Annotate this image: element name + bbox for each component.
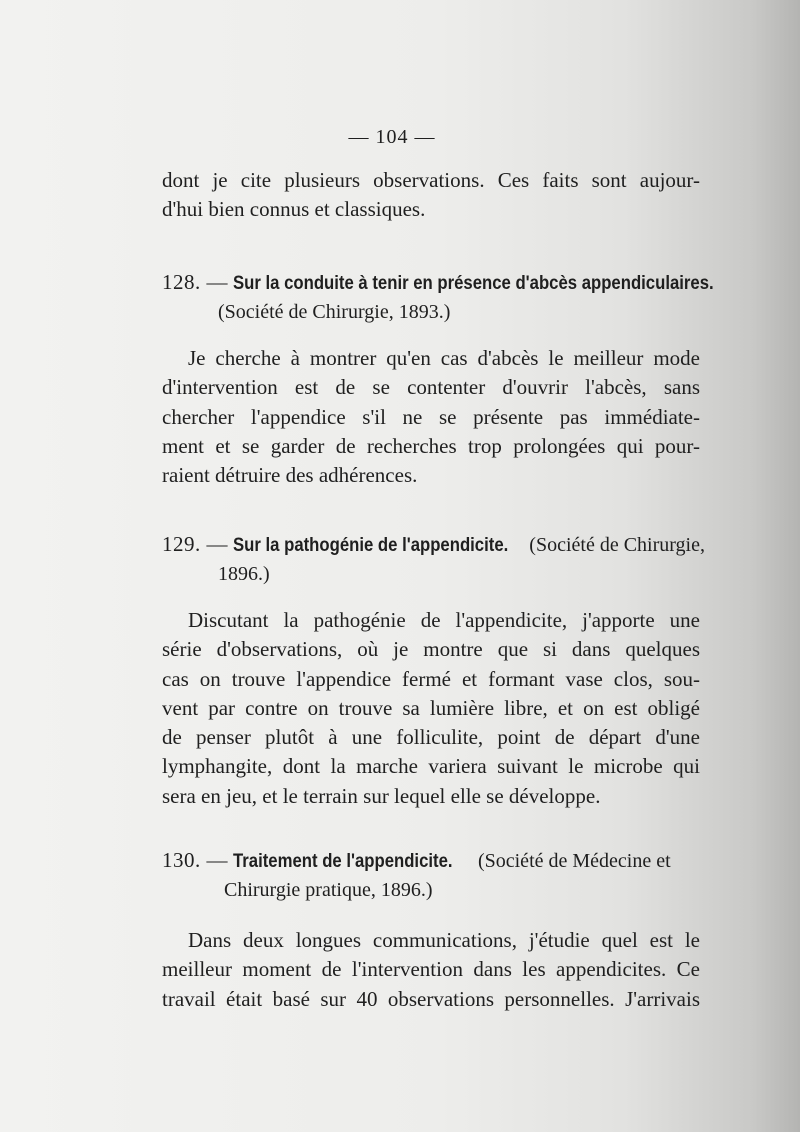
entry-129-heading bbox=[162, 530, 705, 590]
entry-title: Traitement de l'appendicite. bbox=[233, 851, 453, 872]
text-line: série d'observations, où je montre que si dans quelques bbox=[162, 637, 700, 662]
text-line: raient détruire des adhérences. bbox=[162, 463, 418, 488]
text-line: lymphangite, dont la marche variera suivant le microbe qui bbox=[162, 754, 700, 779]
text-line: dont je cite plusieurs observations. Ces faits sont aujour- bbox=[162, 168, 700, 192]
text-line: travail était basé sur 40 observations personnelles. J'arrivais bbox=[162, 986, 700, 1011]
text-line: Dans deux longues communications, j'étudie quel est le bbox=[188, 928, 700, 952]
text-line: ment et se garder de recherches trop prolongées qui pour- bbox=[162, 433, 700, 458]
entry-heading-line bbox=[162, 846, 700, 876]
entry-heading-line bbox=[162, 268, 714, 298]
text-line: meilleur moment de l'intervention dans les appendicites. Ce bbox=[162, 957, 700, 982]
text-line: d'hui bien connus et classiques. bbox=[162, 197, 426, 222]
entry-source: (Société de Chirurgie, 1893.) bbox=[218, 301, 451, 324]
text-line: vent par contre on trouve sa lumière libre, et on est obligé bbox=[162, 695, 700, 720]
entry-number: 128. — bbox=[162, 270, 228, 294]
entry-number: 130. — bbox=[162, 848, 228, 872]
entry-128-body bbox=[162, 344, 700, 490]
entry-source: (Société de Chirurgie, bbox=[529, 534, 705, 556]
entry-source-continued: Chirurgie pratique, 1896.) bbox=[224, 879, 433, 902]
continuation-paragraph bbox=[162, 166, 700, 225]
entry-source: (Société de Médecine et bbox=[477, 850, 671, 872]
entry-129-body bbox=[162, 606, 700, 811]
text-line: Discutant la pathogénie de l'appendicite, j'apporte une bbox=[188, 608, 700, 632]
text-line: de penser plutôt à une folliculite, point de départ d'une bbox=[162, 725, 700, 750]
entry-title: Sur la conduite à tenir en présence d'abcès appendiculaires. bbox=[233, 273, 714, 294]
text-line: chercher l'appendice s'il ne se présente pas immédiate- bbox=[162, 404, 700, 429]
entry-128-heading bbox=[162, 268, 714, 328]
text-line: cas on trouve l'appendice fermé et formant vase clos, sou- bbox=[162, 666, 700, 691]
entry-title: Sur la pathogénie de l'appendicite. bbox=[233, 535, 509, 556]
text-line: sera en jeu, et le terrain sur lequel elle se développe. bbox=[162, 783, 601, 808]
page-number: — 104 — bbox=[348, 126, 436, 148]
text-line: d'intervention est de se contenter d'ouvrir l'abcès, sans bbox=[162, 375, 700, 400]
text-line: Je cherche à montrer qu'en cas d'abcès le meilleur mode bbox=[188, 346, 700, 370]
entry-130-body bbox=[162, 926, 700, 1014]
entry-130-heading bbox=[162, 846, 700, 906]
entry-heading-line bbox=[162, 530, 705, 560]
entry-number: 129. — bbox=[162, 532, 228, 556]
entry-source-continued: 1896.) bbox=[218, 563, 270, 586]
